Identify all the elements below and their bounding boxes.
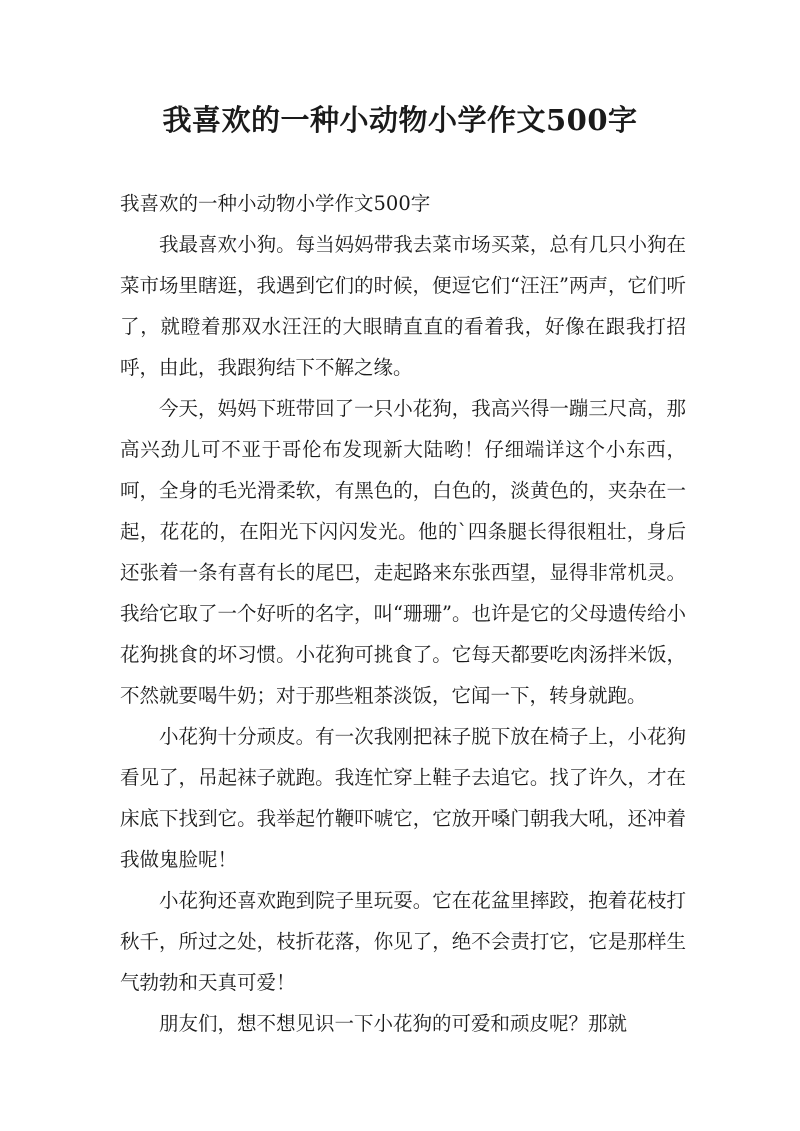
paragraph-2: 今天，妈妈下班带回了一只小花狗，我高兴得一蹦三尺高，那高兴劲儿可不亚于哥伦布发现新大陆哟！仔细端详这个小东西，呵，全身的毛光滑柔软，有黑色的，白色的，淡黄色的，夹杂在一起，花花的，在阳光下闪闪发光。他的`四条腿长得很粗壮，身后还张着一条有喜有长的尾巴，走起路来东张西望，显得非常机灵。我给它取了一个好听的名字，叫“珊珊”。也许是它的父母遗传给小花狗挑食的坏习惯。小花狗可挑食了。它每天都要吃肉汤拌米饭，不然就要喝牛奶；对于那些粗茶淡饭，它闻一下，转身就跑。 <box>120 397 686 707</box>
document-title: 我喜欢的一种小动物小学作文500字 <box>162 103 638 137</box>
paragraph-1: 我最喜欢小狗。每当妈妈带我去菜市场买菜，总有几只小狗在菜市场里瞎逛，我遇到它们的时候，便逗它们“汪汪”两声，它们听了，就瞪着那双水汪汪的大眼睛直直的看着我，好像在跟我打招呼，由此，我跟狗结下不解之缘。 <box>120 233 686 379</box>
document-subtitle: 我喜欢的一种小动物小学作文500字 <box>120 192 431 215</box>
document-body <box>120 183 686 1044</box>
paragraph-3: 小花狗十分顽皮。有一次我刚把袜子脱下放在椅子上，小花狗看见了，吊起袜子就跑。我连忙穿上鞋子去追它。找了许久，才在床底下找到它。我举起竹鞭吓唬它，它放开嗓门朝我大吼，还冲着我做鬼脸呢！ <box>120 725 686 871</box>
paragraph-4: 小花狗还喜欢跑到院子里玩耍。它在花盆里摔跤，抱着花枝打秋千，所过之处，枝折花落，你见了，绝不会责打它，它是那样生气勃勃和天真可爱！ <box>120 889 686 994</box>
paragraph-5: 朋友们，想不想见识一下小花狗的可爱和顽皮呢？那就 <box>159 1012 628 1035</box>
